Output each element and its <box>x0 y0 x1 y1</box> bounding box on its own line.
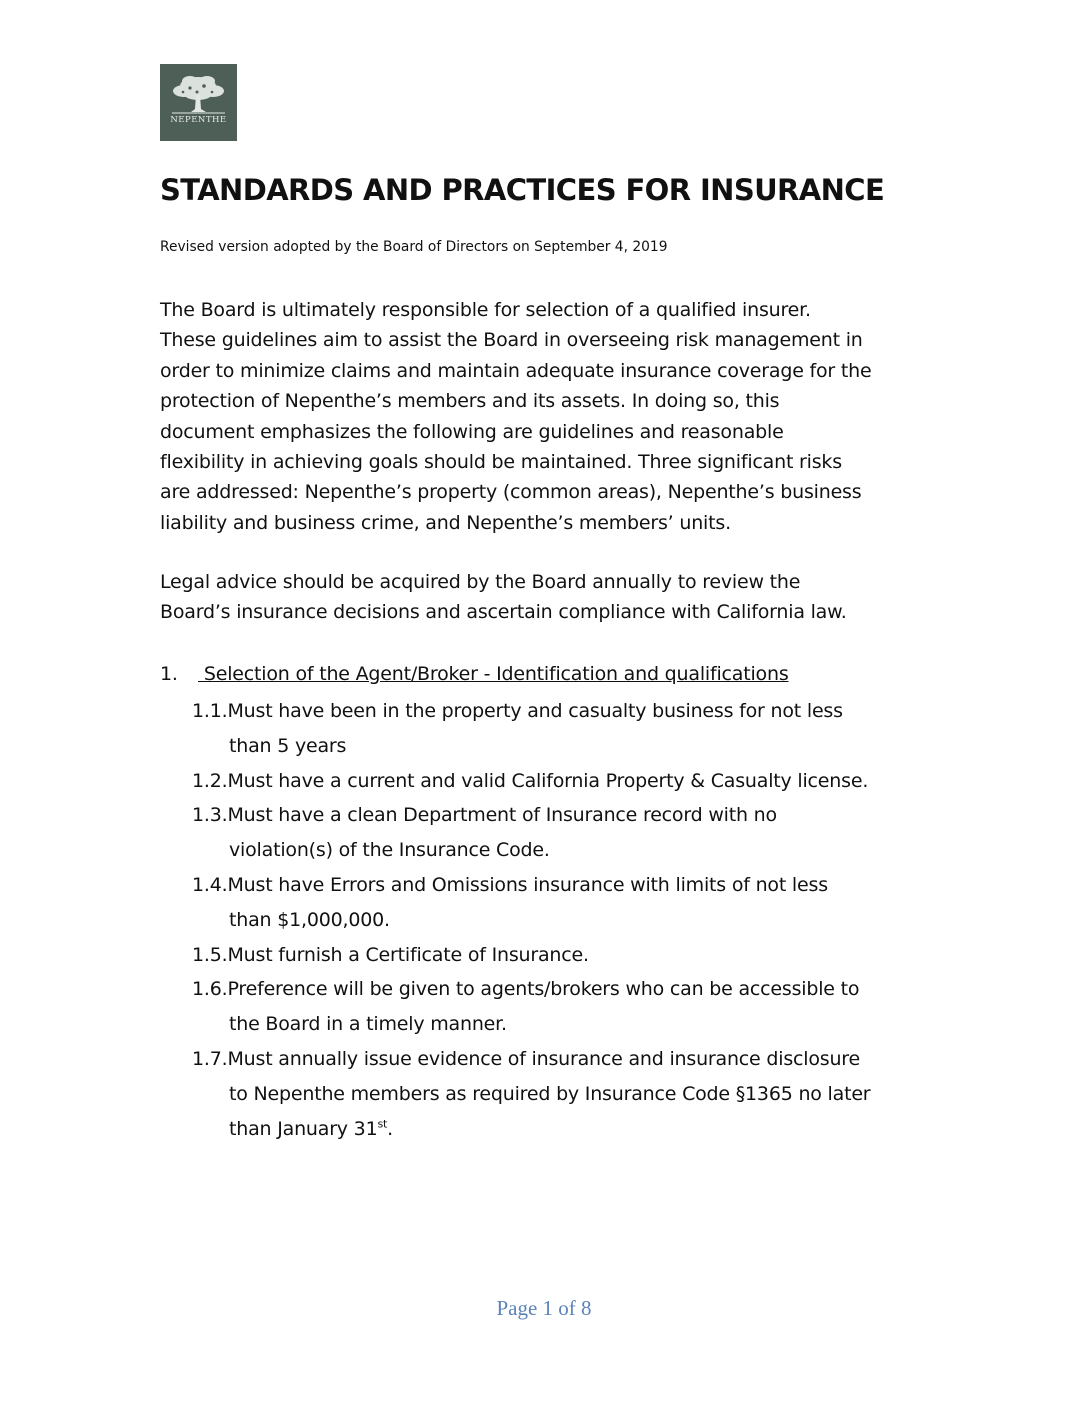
paragraph-line: Legal advice should be acquired by the Board annually to review the <box>160 571 801 593</box>
item-text: Must have a current and valid California Property & Casualty license. <box>227 769 869 792</box>
tree-icon <box>160 64 237 141</box>
intro-paragraph <box>160 295 950 538</box>
item-text: to Nepenthe members as required by Insurance Code §1365 no later <box>229 1082 871 1105</box>
list-item <box>192 798 952 868</box>
item-text: Preference will be given to agents/brokers who can be accessible to <box>227 978 860 1001</box>
item-text: Must furnish a Certificate of Insurance. <box>227 943 589 966</box>
paragraph-line: flexibility in achieving goals should be maintained. Three significant risks <box>160 451 842 474</box>
revision-note: Revised version adopted by the Board of Directors on September 4, 2019 <box>160 239 668 255</box>
logo-wordmark: NEPENTHE <box>170 115 227 125</box>
section-heading <box>160 658 789 690</box>
list-item <box>192 868 952 938</box>
list-item <box>192 938 952 973</box>
list-item <box>192 764 952 799</box>
paragraph-line: The Board is ultimately responsible for selection of a qualified insurer. <box>160 299 811 321</box>
item-number: 1.3. <box>192 804 228 827</box>
item-text: than January 31 <box>229 1117 378 1140</box>
item-text: than $1,000,000. <box>229 908 390 931</box>
paragraph-line: order to minimize claims and maintain adequate insurance coverage for the <box>160 359 872 382</box>
item-text: violation(s) of the Insurance Code. <box>229 839 550 862</box>
section-title: Selection of the Agent/Broker - Identification and qualifications <box>198 663 789 685</box>
item-text: Must have Errors and Omissions insurance with limits of not less <box>227 873 828 896</box>
item-text: Must annually issue evidence of insurance and insurance disclosure <box>227 1047 860 1070</box>
item-number: 1.2. <box>192 769 228 792</box>
page-number: Page 1 of 8 <box>496 1296 592 1320</box>
item-number: 1.4. <box>192 873 228 896</box>
item-text: Must have a clean Department of Insurance record with no <box>227 804 777 827</box>
paragraph-line: are addressed: Nepenthe’s property (common areas), Nepenthe’s business <box>160 481 862 504</box>
list-item <box>192 694 952 764</box>
item-number: 1.7. <box>192 1047 228 1070</box>
item-text: the Board in a timely manner. <box>229 1013 507 1036</box>
document-title: STANDARDS AND PRACTICES FOR INSURANCE <box>160 173 885 207</box>
paragraph-line: liability and business crime, and Nepenthe’s members’ units. <box>160 511 731 534</box>
paragraph-line: Board’s insurance decisions and ascertain compliance with California law. <box>160 601 847 624</box>
item-punctuation: . <box>387 1117 393 1140</box>
item-text: than 5 years <box>229 734 347 757</box>
section-number: 1. <box>160 663 178 685</box>
nepenthe-logo <box>160 64 237 141</box>
paragraph-line: document emphasizes the following are guidelines and reasonable <box>160 420 784 443</box>
item-number: 1.5. <box>192 943 228 966</box>
ordinal-suffix: st <box>377 1117 388 1131</box>
item-text: Must have been in the property and casualty business for not less <box>227 700 843 722</box>
list-item <box>192 1042 952 1146</box>
list-item <box>192 972 952 1042</box>
requirements-list <box>192 694 952 1146</box>
item-number: 1.6. <box>192 978 228 1001</box>
legal-advice-paragraph <box>160 567 950 628</box>
paragraph-line: These guidelines aim to assist the Board in overseeing risk management in <box>160 329 863 352</box>
item-number: 1.1. <box>192 700 228 722</box>
paragraph-line: protection of Nepenthe’s members and its assets. In doing so, this <box>160 390 780 413</box>
